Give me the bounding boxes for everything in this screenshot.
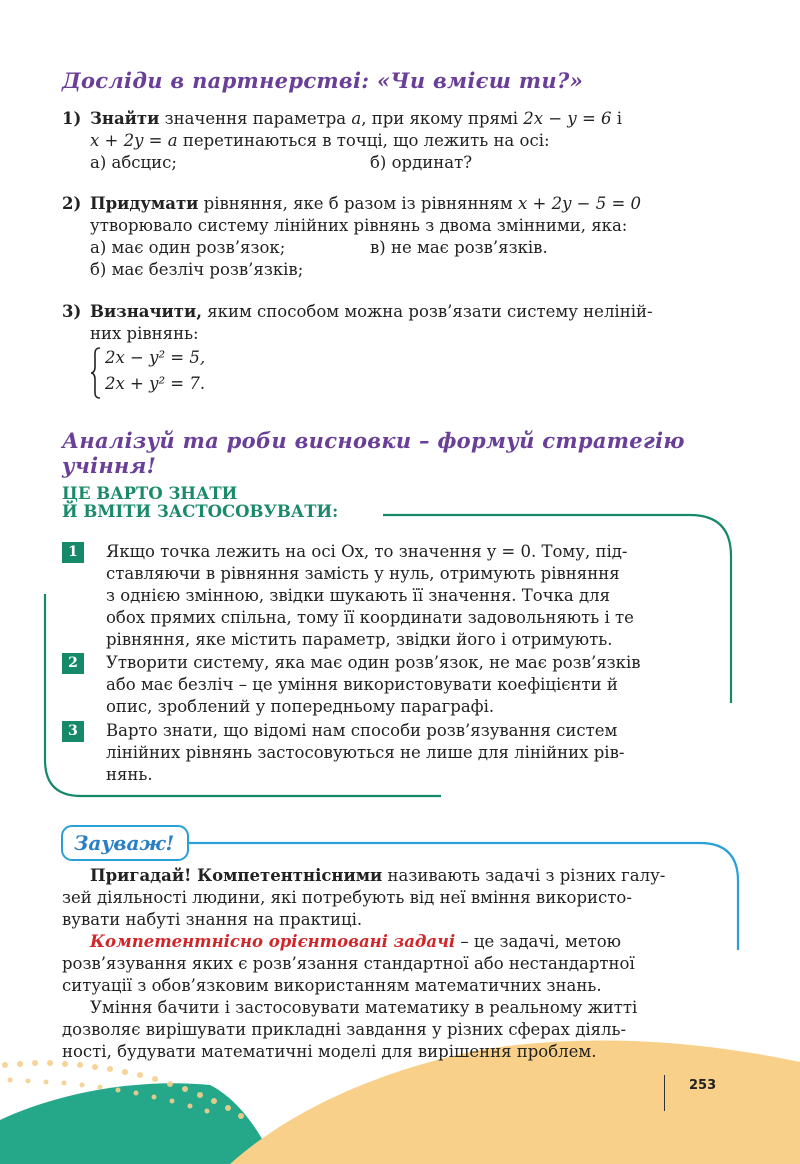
math-equation: x + 2y = a xyxy=(90,131,178,150)
option-a: а) абсцис; xyxy=(90,153,177,172)
note-line: лінійних рівнянь застосовуються не лише для лінійних рів- xyxy=(106,743,625,762)
para-line: ності, будувати математичні моделі для вирішення проблем. xyxy=(62,1042,597,1061)
task-text: них рівнянь: xyxy=(90,324,199,343)
system-equation-1: 2x − y² = 5, xyxy=(105,348,206,367)
note-line: опис, зроблений у попередньому параграфі. xyxy=(106,697,495,716)
para-highlight: Компетентнісно орієнтовані задачі xyxy=(90,932,456,951)
para-line: ситуації з обов’язковим використанням математичних знань. xyxy=(62,976,602,995)
note-line: ставляючи в рівняння замість у нуль, отримують рівняння xyxy=(106,564,620,583)
paragraph-oriented-tasks xyxy=(62,931,720,997)
option-b: б) має безліч розв’язків; xyxy=(90,260,304,279)
para-text: – це задачі, метою xyxy=(455,932,622,951)
task-text: значення параметра xyxy=(159,109,352,128)
task-number: 1) xyxy=(62,109,82,128)
note-line: Утворити систему, яка має один розв’язок, не має розв’язків xyxy=(106,653,641,672)
task-text: рівняння, яке б разом із рівнянням xyxy=(198,194,518,213)
system-equation-2: 2x + y² = 7. xyxy=(105,374,206,393)
task-lead: Визначити, xyxy=(90,302,203,321)
task-text: і xyxy=(611,109,623,128)
note-line: Якщо точка лежить на осі Ox, то значення y = 0. Тому, під- xyxy=(106,542,628,561)
heading-line: учіння! xyxy=(62,453,157,478)
task-number: 2) xyxy=(62,194,82,213)
para-line: зей діяльності людини, які потребують від неї вміння використо- xyxy=(62,888,632,907)
note-line: рівняння, яке містить параметр, звідки його і отримують. xyxy=(106,630,613,649)
para-text: називають задачі з різних галу- xyxy=(382,866,666,885)
zavazh-title: Зауваж! xyxy=(74,831,175,855)
note-line: або має безліч – це уміння використовувати коефіцієнти й xyxy=(106,675,618,694)
math-equation: x + 2y − 5 = 0 xyxy=(517,194,642,213)
task-number: 3) xyxy=(62,302,82,321)
para-line: дозволяє вирішувати прикладні завдання у різних сферах діяль- xyxy=(62,1020,627,1039)
para-line: Уміння бачити і застосовувати математику в реальному житті xyxy=(90,998,638,1017)
note-line: обох прямих спільна, тому її координати задовольняють і те xyxy=(106,608,634,627)
note-line: нянь. xyxy=(106,765,153,784)
task-lead: Знайти xyxy=(90,109,160,128)
note-number-badge: 3 xyxy=(62,721,84,742)
note-line: з однією змінною, звідки шукають її значення. Точка для xyxy=(106,586,611,605)
math-equation: 2x − y = 6 xyxy=(523,109,612,128)
note-line: Варто знати, що відомі нам способи розв’язування систем xyxy=(106,721,618,740)
para-line: розв’язування яких є розв’язання стандартної або нестандартної xyxy=(62,954,635,973)
option-v: в) не має розв’язків. xyxy=(370,238,548,257)
paragraph-competence xyxy=(62,865,720,931)
task-text: яким способом можна розв’язати систему нелінiй- xyxy=(202,302,653,321)
paragraph-skills xyxy=(62,997,720,1063)
option-a: а) має один розв’язок; xyxy=(90,238,286,257)
option-b: б) ординат? xyxy=(370,153,473,172)
heading-explore-partnership: Досліди в партнерстві: «Чи вмієш ти?» xyxy=(62,68,584,93)
para-line: вувати набуті знання на практиці. xyxy=(62,910,363,929)
page-number-divider xyxy=(664,1075,665,1111)
box-title-line: Й ВМІТИ ЗАСТОСОВУВАТИ: xyxy=(62,502,339,521)
box-title-line: ЦЕ ВАРТО ЗНАТИ xyxy=(62,484,238,503)
task-text: утворювало систему лінійних рівнянь з двома змінними, яка: xyxy=(90,216,628,235)
note-number-badge: 2 xyxy=(62,653,84,674)
task-text: , при якому прямі xyxy=(361,109,524,128)
task-text: перетинаються в точці, що лежить на осі: xyxy=(177,131,550,150)
task-lead: Придумати xyxy=(90,194,199,213)
heading-line: Аналізуй та роби висновки – формуй стратегію xyxy=(62,428,685,453)
para-lead: Пригадай! Компетентнісними xyxy=(90,866,383,885)
page-number: 253 xyxy=(689,1078,717,1093)
math-param: a xyxy=(351,109,362,128)
note-number-badge: 1 xyxy=(62,542,84,563)
